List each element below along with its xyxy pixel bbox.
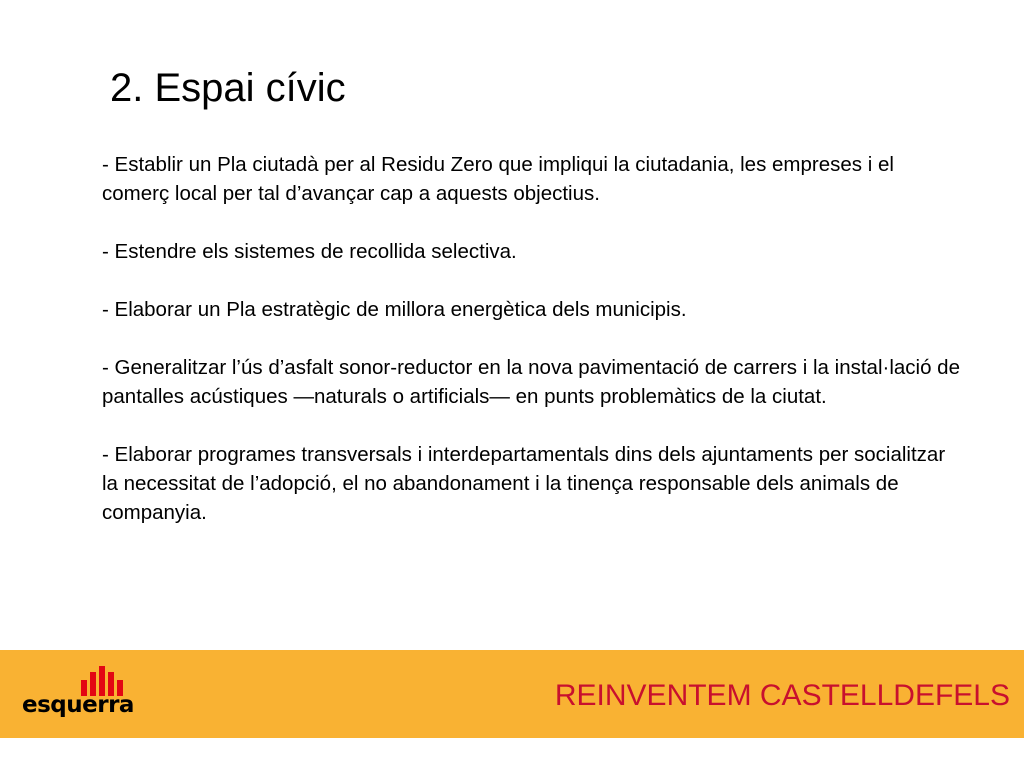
logo-text: esquerra [22,692,134,718]
esquerra-logo [22,664,147,724]
bullet-item: - Elaborar programes transversals i interdepartamentals dins dels ajuntaments per socialitzar la necessitat de l’adopció, el no abandonament i la tinença responsable dels animals de companyia. [102,443,946,524]
bullet-item: - Estendre els sistemes de recollida selectiva. [102,240,517,263]
slide-title: 2. Espai cívic [110,66,346,110]
bullet-item: - Generalitzar l’ús d’asfalt sonor-reductor en la nova pavimentació de carrers i la instal·lació de pantalles acústiques —naturals o artificials— en punts problemàtics de la ciutat. [102,356,960,408]
bullet-item: - Establir un Pla ciutadà per al Residu Zero que impliqui la ciutadania, les empreses i el comerç local per tal d’avançar cap a aquests objectius. [102,153,894,205]
bottom-margin [0,738,1024,768]
bullet-list [102,150,962,527]
slogan: REINVENTEM CASTELLDEFELS [554,679,1010,712]
bullet-item: - Elaborar un Pla estratègic de millora energètica dels municipis. [102,298,687,321]
